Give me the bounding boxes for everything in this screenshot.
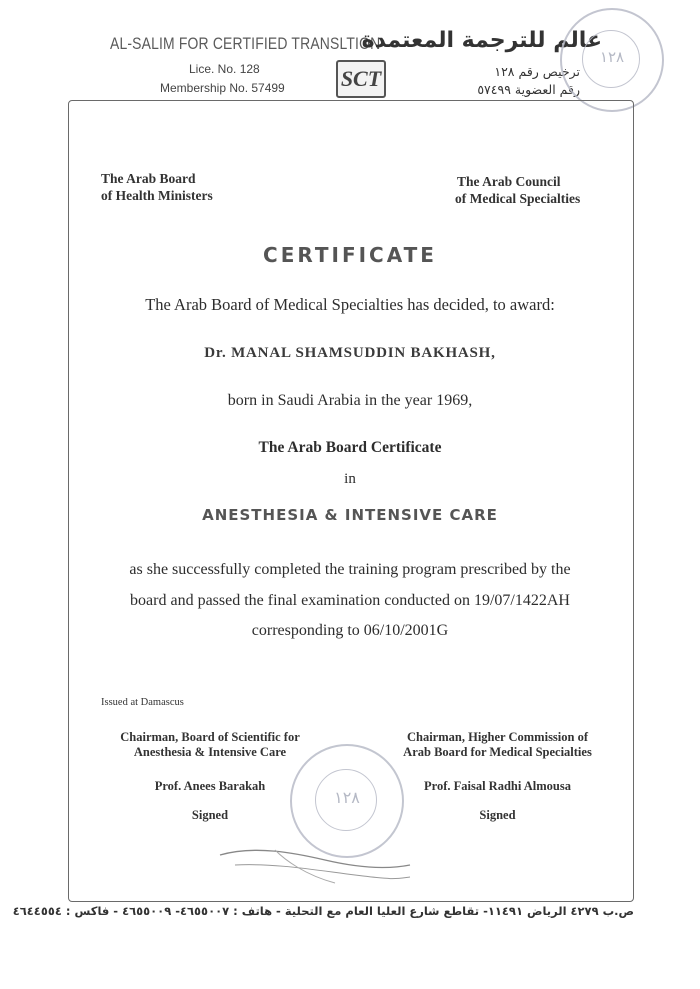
translator-company-name: AL-SALIM FOR CERTIFIED TRANSLTION [110, 34, 381, 53]
signatory-left-status: Signed [191, 808, 229, 822]
license-number-arabic: ترخيص رقم ١٢٨ [494, 64, 580, 79]
issued-location: Issued at Damascus [101, 697, 184, 708]
signatory-left-title-2: Anesthesia & Intensive Care [133, 745, 287, 759]
specialty: ANESTHESIA & INTENSIVE CARE [202, 506, 498, 524]
membership-number-arabic: رقم العضوية ٥٧٤٩٩ [477, 82, 580, 97]
issuer-right-line1: The Arab Council [457, 174, 561, 189]
footer-address: ص.ب ٤٢٧٩ الرياض ١١٤٩١- تقاطع شارع العليا العام مع التحلية - هاتف : ٤٦٥٥٠٠٧- ٤٦٥٥٠٠٩ - فاكس : ٤٦٤٤٥٥٤ [12, 904, 634, 918]
issuer-left-line2: of Health Ministers [101, 188, 213, 203]
issuer-right-line2: of Medical Specialties [455, 191, 581, 206]
body-line-1: as she successfully completed the training program prescribed by the [129, 561, 571, 578]
signatory-right-title-2: Arab Board for Medical Specialties [403, 745, 592, 759]
signatory-left-name: Prof. Anees Barakah [154, 779, 266, 793]
company-seal-top [560, 8, 664, 112]
stamp-number: ١٢٨ [334, 788, 360, 807]
award-in: in [344, 471, 356, 487]
translator-company-name-arabic: عالم للترجمة المعتمدة [361, 28, 602, 53]
membership-number: Membership No. 57499 [160, 81, 285, 95]
recipient-name: Dr. MANAL SHAMSUDDIN BAKHASH, [204, 345, 496, 361]
signatory-right-status: Signed [479, 808, 516, 822]
signatory-right-title-1: Chairman, Higher Commission of [406, 730, 589, 744]
award-name: The Arab Board Certificate [258, 439, 442, 456]
license-number: Lice. No. 128 [189, 62, 260, 76]
signatory-right-name: Prof. Faisal Radhi Almousa [423, 779, 571, 793]
company-logo: SCT [336, 60, 386, 98]
handwritten-signature [215, 835, 415, 895]
award-intro: The Arab Board of Medical Specialties has decided, to award: [145, 295, 555, 314]
body-line-3: corresponding to 06/10/2001G [251, 622, 449, 639]
seal-number: ١٢٨ [599, 48, 625, 66]
certificate-title: CERTIFICATE [263, 243, 437, 267]
birth-info: born in Saudi Arabia in the year 1969, [227, 392, 473, 409]
body-line-2: board and passed the final examination conducted on 19/07/1422AH [130, 592, 570, 609]
issuer-left-line1: The Arab Board [101, 171, 196, 186]
signatory-left-title-1: Chairman, Board of Scientific for [120, 730, 300, 744]
